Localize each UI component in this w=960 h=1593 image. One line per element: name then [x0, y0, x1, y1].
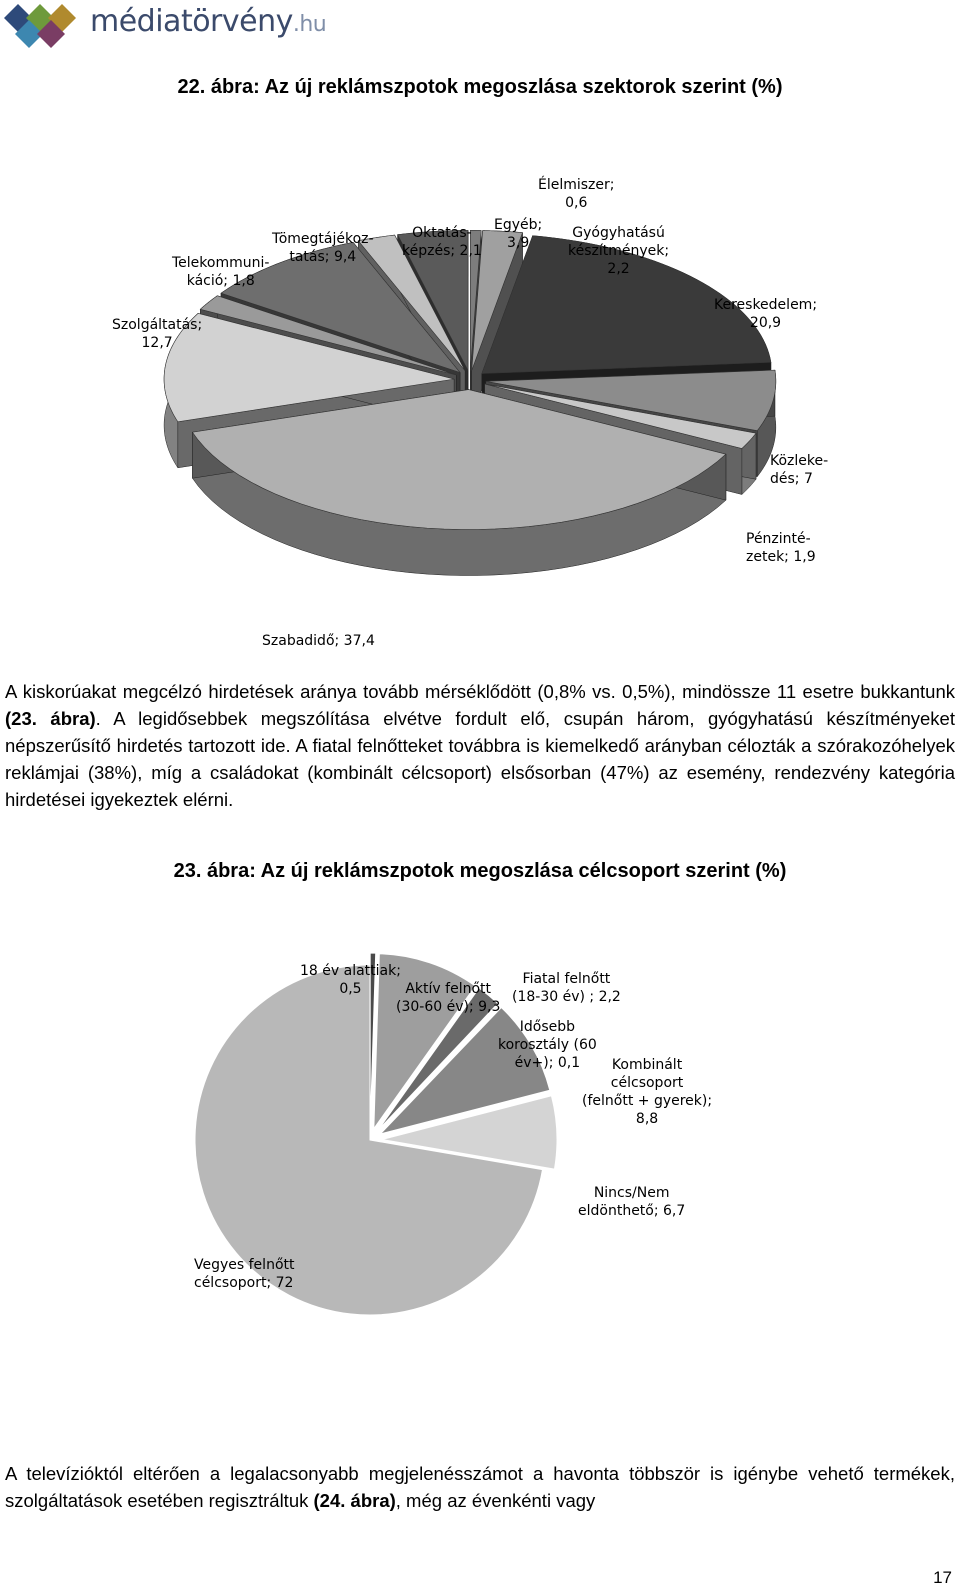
label-idosebb: Idősebb korosztály (60 év+); 0,1 [498, 1019, 597, 1071]
label-kereskedelem: Kereskedelem; 20,9 [714, 297, 818, 331]
label-nincs: Nincs/Nem eldönthető; 6,7 [578, 1185, 686, 1219]
body-paragraph-1: A kiskorúakat megcélzó hirdetések aránya tovább mérséklődött (0,8% vs. 0,5%), mindössze 11 esetre bukkantunk (23. ábra). A legidősebbek megszólítása elvétve fordult elő, csupán három, gyógyhatású készítményeket népszerűsítő hirdetés tartozott ide. A fiatal felnőtteket továbbra is kiemelkedő arányban célozták a szórakozóhelyek reklámjai (38%), míg a családokat (kombinált célcsoport) elsősorban (47%) az esemény, rendezvény kategória hirdetései igyekeztek elérni. [5, 681, 955, 810]
page-number: 17 [933, 1568, 952, 1587]
label-szolgaltatas: Szolgáltatás; 12,7 [112, 317, 203, 351]
label-penzintezetek: Pénzinté- zetek; 1,9 [746, 531, 816, 565]
label-telekommunikacio: Telekommuni- káció; 1,8 [172, 255, 270, 289]
label-kozlekedes: Közleke- dés; 7 [770, 453, 829, 487]
figure-reference: (24. ábra) [313, 1490, 396, 1511]
body-paragraph-2: A televízióktól eltérően a legalacsonyabb megjelenésszámot a havonta többször is igénybe vehető termékek, szolgáltatások esetében regisztráltuk (24. ábra), még az évenkénti vagy [5, 1463, 955, 1511]
site-logo [0, 0, 327, 50]
label-elelmiszer: Élelmiszer; 0,6 [538, 177, 615, 211]
label-fiatal-felnott: Fiatal felnőtt (18-30 év) ; 2,2 [512, 971, 621, 1005]
label-gyogyhatasu: Gyógyhatású készítmények; 2,2 [568, 225, 670, 277]
label-aktiv-felnott: Aktív felnőtt (30-60 év); 9,3 [396, 981, 501, 1015]
label-egyeb: Egyéb; 3,9 [494, 217, 543, 251]
label-18-ev-alattiak: 18 év alattiak; 0,5 [300, 963, 401, 997]
figure-23-title: 23. ábra: Az új reklámszpotok megoszlása célcsoport szerint (%) [173, 860, 787, 882]
label-oktatas: Oktatás- képzés; 2,1 [402, 225, 482, 259]
figure-reference: (23. ábra) [5, 708, 96, 729]
label-szabadido: Szabadidő; 37,4 [262, 633, 375, 649]
figure-22-title: 22. ábra: Az új reklámszpotok megoszlása szektorok szerint (%) [177, 76, 783, 98]
logo-diamonds-icon [0, 0, 80, 50]
logo-text: médiatörvény.hu [90, 4, 327, 39]
label-tomegtajekoztatas: Tömegtájékoz- tatás; 9,4 [272, 231, 374, 265]
label-kombinalt: Kombinált célcsoport (felnőtt + gyerek); 8,8 [582, 1057, 713, 1127]
label-vegyes: Vegyes felnőtt célcsoport; 72 [194, 1257, 295, 1291]
